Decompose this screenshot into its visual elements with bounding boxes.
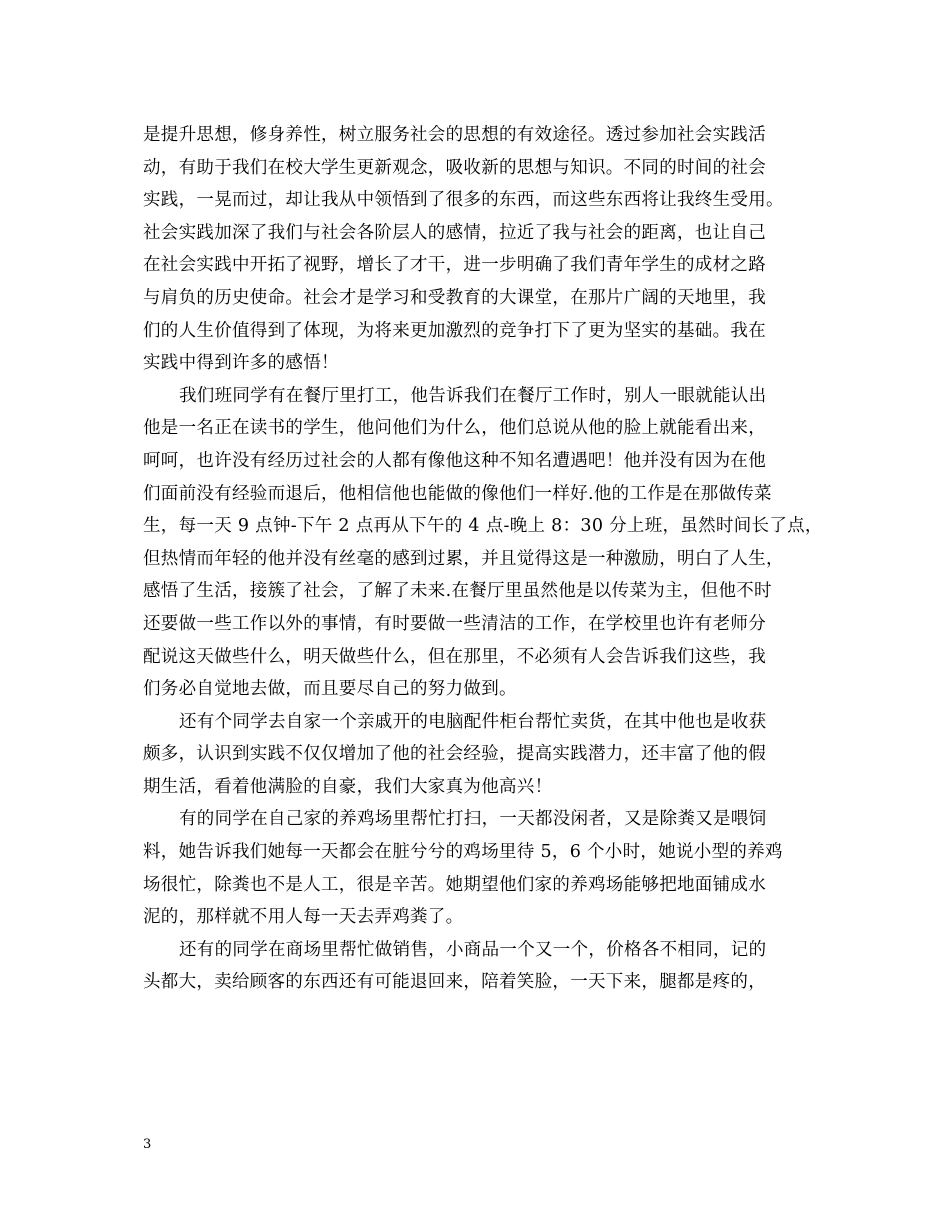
text-line: 还要做一些工作以外的事情，有时要做一些清洁的工作，在学校里也许有老师分: [143, 613, 766, 634]
text-line: 生，每一天 9 点钟-下午 2 点再从下午的 4 点-晚上 8：30 分上班，虽然时间长了点，: [143, 516, 823, 537]
paragraph-first-line: 有的同学在自己家的养鸡场里帮忙打扫，一天都没闲者，又是除粪又是喂饲: [179, 809, 767, 830]
text-line: 配说这天做些什么，明天做些什么，但在那里，不必须有人会告诉我们这些，我: [143, 646, 766, 667]
paragraph-first-line: 还有个同学去自家一个亲戚开的电脑配件柜台帮忙卖货，在其中他也是收获: [179, 711, 767, 732]
document-body: [143, 119, 833, 999]
text-line: 头都大，卖给顾客的东西还有可能退回来，陪着笑脸，一天下来，腿都是疼的，: [143, 972, 766, 993]
paragraph-first-line: 还有的同学在商场里帮忙做销售，小商品一个又一个，价格各不相同，记的: [179, 939, 767, 960]
text-line: 呵呵，也许没有经历过社会的人都有像他这种不知名遭遇吧！他并没有因为在他: [143, 450, 766, 471]
text-line: 实践中得到许多的感悟！: [143, 353, 339, 374]
text-line: 实践，一晃而过，却让我从中领悟到了很多的东西，而这些东西将让我终生受用。: [143, 190, 784, 211]
text-line: 是提升思想，修身养性，树立服务社会的思想的有效途径。透过参加社会实践活: [143, 125, 766, 145]
text-line: 在社会实践中开拓了视野，增长了才干，进一步明确了我们青年学生的成材之路: [143, 255, 766, 276]
text-line: 社会实践加深了我们与社会各阶层人的感情，拉近了我与社会的距离，也让自己: [143, 222, 766, 243]
text-line: 们务必自觉地去做，而且要尽自己的努力做到。: [143, 679, 517, 700]
page-number: 3: [143, 1137, 152, 1152]
text-line: 们的人生价值得到了体现，为将来更加激烈的竞争打下了更为坚实的基础。我在: [143, 320, 766, 341]
text-line: 期生活，看着他满脸的自豪，我们大家真为他高兴！: [143, 776, 553, 797]
text-line: 感悟了生活，接簇了社会，了解了未来.在餐厅里虽然他是以传菜为主，但他不时: [143, 581, 772, 602]
text-line: 们面前没有经验而退后，他相信他也能做的像他们一样好.他的工作是在那做传菜: [143, 483, 772, 504]
text-line: 他是一名正在读书的学生，他问他们为什么，他们总说从他的脸上就能看出来，: [143, 418, 766, 439]
text-line: 泥的，那样就不用人每一天去弄鸡粪了。: [143, 907, 464, 928]
text-line: 与肩负的历史使命。社会才是学习和受教育的大课堂，在那片广阔的天地里，我: [143, 287, 766, 308]
text-line: 但热情而年轻的他并没有丝毫的感到过累，并且觉得这是一种激励，明白了人生，: [143, 548, 784, 569]
text-line: 动，有助于我们在校大学生更新观念，吸收新的思想与知识。不同的时间的社会: [143, 157, 766, 178]
text-line: 颇多，认识到实践不仅仅增加了他的社会经验，提高实践潜力，还丰富了他的假: [143, 744, 766, 765]
text-line: 料，她告诉我们她每一天都会在脏兮兮的鸡场里待 5，6 个小时，她说小型的养鸡: [143, 842, 783, 863]
paragraph-first-line: 我们班同学有在餐厅里打工，他告诉我们在餐厅工作时，别人一眼就能认出: [179, 385, 767, 406]
text-line: 场很忙，除粪也不是人工，很是辛苦。她期望他们家的养鸡场能够把地面铺成水: [143, 874, 766, 895]
